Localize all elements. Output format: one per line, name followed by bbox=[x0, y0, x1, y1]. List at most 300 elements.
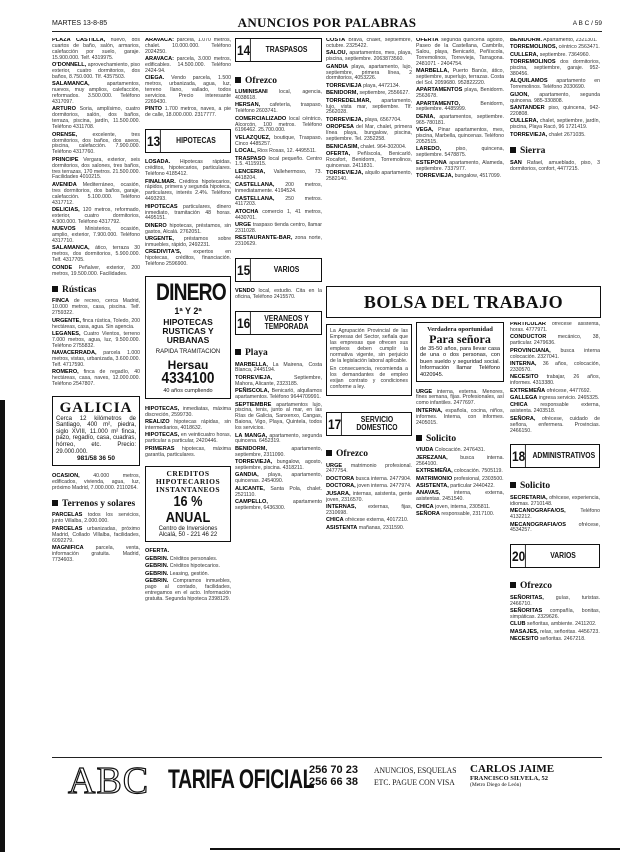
classified-ad bbox=[326, 38, 412, 50]
display-ad-notice bbox=[326, 324, 412, 396]
ad-text: española, cocina, niños, informes. Interna, con informes. 2405015. bbox=[416, 407, 504, 426]
classified-ad bbox=[52, 332, 140, 350]
ad-text: en veinticuatro horas, particular a particular, 2420446. bbox=[145, 432, 231, 445]
page-edge-bar bbox=[0, 400, 5, 852]
ad-text: ofrécese, 4534257. bbox=[510, 521, 600, 534]
classified-ad bbox=[145, 420, 231, 432]
ad-text: hipotecas, préstamos, sin gastos, Alcalá. 2762051. bbox=[145, 222, 231, 235]
ad-line: HIPOTECAS RUSTICAS Y URBANAS bbox=[162, 316, 214, 345]
classified-ad bbox=[326, 477, 412, 483]
ad-text: apartamentos, nuevos, muy amplios, calefacción, reformados. 3.500.000. Teléfono 4317097. bbox=[52, 81, 140, 106]
ad-text: Vendo parcela, 1.500 metros, urbanizada, agua, luz, terreno llano, vallado, todos servicios. Precio interesante 2269430. bbox=[145, 75, 231, 106]
ad-lead: OFERTA. bbox=[145, 548, 170, 555]
ad-lead: REALIZO bbox=[145, 419, 170, 425]
agency-street: FRANCISCO SILVELA, 52 bbox=[470, 775, 548, 782]
ad-text: mañanas, 2311590. bbox=[358, 524, 405, 531]
ad-lead: ASISTENTA bbox=[326, 524, 358, 531]
ad-lead: ARTURO bbox=[52, 106, 76, 113]
ad-lead: INTERNAS, bbox=[326, 504, 357, 510]
ad-text: préstamos sobre inmuebles, rápido, 2492231. bbox=[145, 236, 231, 249]
ad-lead: FINALMAR. bbox=[145, 178, 176, 185]
ad-text: Peñalver, exterior, 200 metros, 19.500.000. Facilidades. bbox=[52, 264, 140, 277]
ad-address: Alcalá, 50 - 221 46 22 bbox=[158, 531, 218, 538]
ad-text: ofrécese externa, 4017210. bbox=[345, 517, 409, 524]
ad-lead: ATOCHA bbox=[235, 208, 259, 215]
display-ad-oportunidad bbox=[416, 322, 504, 382]
ad-text: 120 metros, reformado, exterior, cuatro dormitorios, 4.900.000. Teléfono 4317792. bbox=[52, 206, 140, 225]
ad-text: urbanizadas, próximo Madrid, Collado Villalba, facilidades, 6092279. bbox=[52, 525, 140, 544]
ad-lead: OFERTA, bbox=[326, 150, 351, 157]
ad-body: Cerca 12 kilómetros de Santiago, 400 m², piedra, siglo XVIII, 11.000 m² finca, pazo, regadío, casa, cuadras, hórreo, etc. Precio: 29.000.000. bbox=[56, 415, 136, 455]
classified-ad bbox=[510, 362, 600, 374]
ad-lead: CASTELLANA, bbox=[235, 195, 275, 202]
classified-ad bbox=[235, 90, 322, 102]
ad-center: Centro de Inversiones bbox=[158, 525, 218, 532]
section-label: HIPOTECAS bbox=[176, 135, 216, 145]
ad-lead: SEÑORITAS bbox=[510, 608, 543, 615]
ad-lead: SANTANDER bbox=[510, 105, 545, 112]
ad-lead: LOCAL, bbox=[235, 148, 256, 155]
ad-lead: ARAVACA: bbox=[145, 56, 175, 63]
ad-text: apartamento, segunda quincena. 985-330808. bbox=[510, 91, 600, 104]
ad-lead: JEREZANA, bbox=[416, 454, 448, 461]
classified-ad bbox=[416, 477, 504, 483]
classified-ad bbox=[326, 125, 412, 143]
ad-lead: HERSAN, bbox=[235, 102, 261, 109]
section-label: VARIOS bbox=[550, 550, 576, 560]
classified-ad bbox=[416, 147, 504, 159]
ad-text: 36 años, colocación, 2330570. bbox=[510, 360, 600, 373]
ad-note: 40 años cumpliendo bbox=[163, 387, 213, 394]
ad-text: Créditos personales. bbox=[169, 555, 218, 562]
classified-ad bbox=[145, 549, 231, 555]
subsection-heading: Ofrezco bbox=[235, 76, 322, 86]
classified-ad bbox=[510, 161, 600, 173]
ad-lead: URGE bbox=[326, 462, 343, 469]
ad-text: segunda quincena agosto, Paseo de la Castellana, Cambrils, Salou, playa, Benicarló, Peñíscola, Torremolinos, Torrevieja, Tarragona. 2481071 - 2404754. bbox=[416, 38, 504, 67]
ad-lead: ROMERO, bbox=[52, 369, 79, 376]
classified-ad bbox=[145, 57, 231, 75]
ad-text: playa, apartamento, lujo, septiembre, primera línea, 2 dormitorios, 4053226. bbox=[326, 63, 412, 82]
classified-ad bbox=[52, 133, 140, 157]
classified-ad bbox=[326, 526, 412, 532]
ad-text: La Mairena, Costa Blanca, 2445194. bbox=[235, 361, 322, 374]
ad-text: apartamento, septiembre, 2311090. bbox=[235, 445, 322, 458]
classified-ad bbox=[145, 447, 231, 459]
ad-lead: SALAMANCA, bbox=[52, 81, 90, 88]
classified-ad bbox=[326, 505, 412, 517]
ad-lead: GALLEGA bbox=[510, 394, 538, 401]
classified-ad bbox=[416, 88, 504, 100]
ad-text: compañía, bonitas, simpáticas. 2329626. bbox=[510, 608, 600, 621]
classified-ad bbox=[510, 417, 600, 435]
ad-lead: ALICANTE, bbox=[235, 485, 265, 492]
section-label: VERANEOS Y TEMPORADA bbox=[264, 313, 309, 331]
ad-text: 250 metros. 4117203. bbox=[235, 195, 322, 208]
column-1 bbox=[52, 38, 140, 750]
classified-ad bbox=[235, 236, 322, 248]
ad-text: parcela 1.000 metros, vistas, urbanizada, 3.600.000. Telf. 4717590. bbox=[52, 350, 140, 368]
agency-metro: (Metro Diego de León) bbox=[470, 782, 522, 788]
ad-text: playa, 6567704. bbox=[364, 116, 402, 123]
section-number: 17 bbox=[328, 413, 342, 435]
ad-lead: CHICA bbox=[510, 402, 528, 409]
column-6-top bbox=[510, 38, 600, 282]
section-number: 18 bbox=[512, 445, 526, 467]
classified-ad bbox=[145, 224, 231, 236]
bottom-rule bbox=[210, 848, 620, 850]
ad-text: septiembre, 2556627. bbox=[359, 90, 410, 97]
classified-ad bbox=[326, 51, 412, 63]
ad-text: Hipotecas rápidas, créditos, hipotecarios, particulares. Teléfono 4185412. bbox=[145, 159, 231, 178]
ad-text: Cuatro Vientos, terreno 7.000 metros, agua, luz, 9.500.000. Teléfono 2755832. bbox=[52, 330, 140, 349]
classified-ad bbox=[235, 376, 322, 388]
classified-ad bbox=[235, 447, 322, 459]
classified-ad bbox=[52, 474, 140, 492]
ad-lead: LEGANES, bbox=[52, 330, 81, 337]
ad-text: Colocación. 2476431. bbox=[434, 447, 486, 454]
ad-text: Teléfono 4132212. bbox=[510, 508, 600, 521]
ad-lead: LOSADA. bbox=[145, 159, 171, 166]
classified-ad bbox=[510, 79, 600, 91]
ad-text: aprovechamiento, piso exterior, cuatro dormitorios, dos baños, 8.750.000. Tlf. 4357503. bbox=[52, 62, 140, 80]
ad-lead: EXTREMEÑA, bbox=[416, 468, 453, 475]
classified-ad bbox=[145, 407, 231, 419]
column-3 bbox=[235, 30, 322, 750]
ad-lead: O'DONNELL, bbox=[52, 62, 87, 69]
ad-text: septiembre. 7364960. bbox=[539, 51, 590, 58]
ad-text: guías, turistas. 2466710. bbox=[510, 594, 600, 607]
ad-text: interna, externa, asistentas. 2451540. bbox=[416, 490, 504, 503]
ad-text: busca interna. 2564100. bbox=[416, 454, 504, 467]
ad-lead: SALAMANCA, bbox=[52, 245, 90, 252]
ad-text: profesional, 2303500. bbox=[453, 475, 504, 482]
agency-name: CARLOS JAIME bbox=[470, 763, 555, 775]
classified-ad bbox=[52, 266, 140, 278]
section-number: 14 bbox=[237, 39, 251, 61]
ad-text: particulares, dinero inmediato, tramitación 48 horas. 4495151. bbox=[145, 203, 231, 222]
ad-lead: VEGA, bbox=[416, 127, 434, 134]
classified-ad bbox=[510, 45, 600, 51]
classified-ad bbox=[416, 409, 504, 427]
column-4-top bbox=[326, 38, 412, 282]
ad-text: céntrico 2563471. bbox=[558, 44, 600, 51]
ad-lead: DOCTORA bbox=[326, 475, 355, 482]
classified-ad bbox=[145, 557, 231, 563]
ad-lead: VELAZQUEZ, bbox=[235, 134, 271, 141]
classified-ad bbox=[52, 527, 140, 545]
ad-text: Compramos inmuebles, pago al contado, facilidades, entregamos en el acto. Información gratuita. Segunda hipoteca 2398129. bbox=[145, 578, 231, 602]
ad-text: alquilo apartamento, 2582140. bbox=[326, 170, 412, 183]
visa-line-2: ETC. PAGUE CON VISA bbox=[374, 777, 455, 787]
ad-lead: OFERTA bbox=[416, 38, 439, 43]
column-4-bottom bbox=[326, 322, 412, 750]
classified-ad bbox=[416, 69, 504, 87]
ad-lead: PLAZA CASTILLA, bbox=[52, 38, 106, 43]
ad-lead: URGE bbox=[235, 222, 252, 229]
ad-lead: GEBRIN. bbox=[145, 563, 169, 570]
classified-ad bbox=[52, 227, 140, 245]
ad-phone: 981/58 36 50 bbox=[77, 455, 115, 463]
classified-ad bbox=[416, 390, 504, 408]
classified-ad bbox=[145, 579, 231, 603]
ad-lead: NECESITO bbox=[510, 636, 539, 643]
classified-ad bbox=[235, 197, 322, 209]
ad-text: matrimonio profesional. 2477754. bbox=[326, 462, 412, 475]
ad-text: ofrécese, cuidado de señora, enfermera. Provincias. 2466150. bbox=[510, 415, 600, 434]
ad-text: externas, fijas, 2310698. bbox=[326, 504, 412, 516]
classified-ad bbox=[235, 403, 322, 433]
ad-text: apartamento, segunda quincena. 6452319. bbox=[235, 432, 322, 445]
ad-lead: TORREVIEJA, bbox=[510, 131, 548, 138]
ad-text: Peñíscola, Benicarló, Rocafort, Benidorm, Torremolinos, quincenas. 2411831. bbox=[326, 150, 412, 169]
subsection-heading: Sierra bbox=[510, 146, 600, 156]
ad-lead: DINERO bbox=[145, 222, 167, 229]
ad-text: joven interna. 2477974. bbox=[357, 483, 412, 490]
classified-ad bbox=[416, 174, 504, 180]
ad-lead: BENIDORM. bbox=[510, 38, 543, 43]
classified-ad bbox=[510, 389, 600, 395]
column-5-top bbox=[416, 38, 504, 282]
ad-text: piso, quincena, septiembre. 5478875. bbox=[416, 146, 504, 159]
ad-lead: DELICIAS, bbox=[52, 206, 80, 213]
section-number: 20 bbox=[512, 545, 526, 567]
ad-text: traspaso tienda centro, llamar 2311028. bbox=[235, 222, 322, 235]
ad-lead: VIUDA bbox=[416, 447, 434, 454]
ad-lead: INTERNA, bbox=[510, 360, 537, 367]
ad-lead: URGENTE, bbox=[145, 236, 174, 243]
ad-lead: SAN bbox=[510, 159, 522, 166]
classified-ad bbox=[145, 180, 231, 204]
ad-text: apartamentos lujo, piscina, tenis, junto al mar, en las Rías de Galicia, Sanxenxo, Cangas, Baiona, Vigo, Playa, Quintela, todos los servicios. bbox=[235, 401, 322, 432]
ad-lead: TORREVIEJA, bbox=[326, 116, 364, 123]
section-header bbox=[235, 258, 322, 282]
ad-text: mecánico, 38, particular. 2479636. bbox=[510, 334, 600, 347]
classified-ad bbox=[510, 496, 600, 508]
ad-lead: LAREDO, bbox=[416, 146, 442, 153]
classified-ad bbox=[52, 82, 140, 106]
ad-lead: PROVINCIANA, bbox=[510, 347, 551, 354]
ad-lead: HIPOTECAS bbox=[145, 203, 178, 210]
ad-text: finca de regadío, 40 hectáreas, casa, naves, 12.000.000. Teléfono 2547807. bbox=[52, 369, 140, 388]
ad-lead: MAGNIFICA bbox=[52, 544, 84, 551]
ad-text: Créditos hipotecarios, rápidos, primera y segunda hipoteca, particulares, interés 2.4%. Teléfono 4493293. bbox=[145, 178, 231, 203]
ad-text: Apartamento, 2321301. bbox=[543, 38, 598, 43]
classified-ad bbox=[235, 117, 322, 135]
ad-text: ingresa servicio. 2465325. bbox=[538, 394, 600, 401]
classified-ad bbox=[235, 157, 322, 169]
ad-text: Pinar apartamentos, mes, piscina, Marbella, quincenas. Teléfono 2052515. bbox=[416, 127, 504, 145]
subsection-heading: Rústicas bbox=[52, 285, 140, 295]
column-6-bottom bbox=[510, 322, 600, 750]
ad-lead: ASISTENTA, bbox=[416, 483, 449, 489]
ad-text: local pequeño. Centro 1.5. 4115915. bbox=[235, 155, 322, 168]
ad-text: ofrécese, experiencia, idiomas. 2710148. bbox=[510, 494, 600, 507]
ad-text: playa, Benidorm. 2563678. bbox=[416, 87, 504, 100]
ad-lead: OROPESA bbox=[326, 124, 354, 131]
ad-text: local, agencia, 4038618. bbox=[235, 89, 322, 101]
classified-ad bbox=[235, 363, 322, 375]
ad-lead: TORREVIEJA, bbox=[235, 374, 273, 381]
section-header bbox=[235, 38, 322, 62]
classified-ad bbox=[145, 160, 231, 178]
classified-ad bbox=[235, 434, 322, 446]
ad-lead: TORREVIEJA, bbox=[326, 170, 364, 177]
ad-lead: MARBELLA, bbox=[416, 68, 449, 75]
ad-lead: PINTO bbox=[145, 106, 162, 113]
ad-lead: MECANOGRAFIA/OS bbox=[510, 521, 566, 528]
ad-text: de recreo, cerca Madrid, 10.000 metros, casa, piscina. Telf. 2759322. bbox=[52, 298, 140, 317]
classified-ad bbox=[326, 484, 412, 490]
ad-text: playa, 4472134. bbox=[363, 82, 401, 89]
classified-ad bbox=[145, 237, 231, 249]
ad-lead: MECANOGRAFA/OS, bbox=[510, 508, 566, 515]
classified-ad bbox=[52, 246, 140, 264]
classified-ad bbox=[510, 60, 600, 78]
ad-text: trabajar, 26 años, informes. 4313380. bbox=[510, 374, 600, 387]
ad-text: excelente, tres dormitorios, dos baños, dos aseos, piscina, calefacción. 7.900.000. Teléfono 4317760. bbox=[52, 131, 140, 156]
notice-text: La Agrupación Provincial de las Empresas del Sector, señala que las empresas que ofrecen sus empleos deben cumplir la normativa vigente, sin perjuicio de la legislación laboral aplicable. bbox=[330, 328, 408, 364]
ad-text: apartamento en Torremolinos. Teléfono 2030690. bbox=[510, 78, 600, 91]
section-header bbox=[145, 129, 231, 153]
ad-text: ofrécese asistenta, horas. 4777971. bbox=[510, 322, 600, 333]
classified-ad bbox=[235, 223, 322, 235]
ad-text: zona norte, 2310629. bbox=[235, 235, 322, 248]
subsection-heading: Playa bbox=[235, 348, 322, 358]
ad-lead: PEÑISCOLA, bbox=[235, 388, 270, 395]
section-label: VARIOS bbox=[273, 264, 300, 274]
ad-lead: TORREVIEJA bbox=[326, 82, 362, 89]
ad-brand: Hersau bbox=[167, 357, 209, 372]
subsection-heading: Ofrezco bbox=[510, 581, 600, 591]
ad-phone: 4334100 bbox=[161, 369, 215, 387]
ad-text: responsable externa, asistenta. 2403518. bbox=[510, 402, 600, 415]
subsection-heading: Terrenos y solares bbox=[52, 499, 140, 509]
classified-ad bbox=[510, 396, 600, 402]
ad-lead: URGE bbox=[416, 388, 433, 395]
ad-title: CREDITOS HIPOTECARIOS INSTANTANEOS bbox=[155, 468, 221, 494]
subsection-heading: Ofrezco bbox=[326, 449, 412, 459]
classified-ad bbox=[235, 389, 322, 401]
ad-lead: LENCERIA, bbox=[235, 168, 266, 175]
ad-text: señoritas, ambiente. 2411202. bbox=[527, 621, 597, 628]
ad-lead: PARTICULAR bbox=[510, 322, 546, 327]
ad-text: Rafael, amueblado, piso, 3 dormitorios, confort, 4477215. bbox=[510, 159, 600, 172]
ad-text: del Mar, chalet, primera línea playa, bungalow, piscina, septiembre. Tel. 2352258. bbox=[326, 124, 412, 143]
ad-lead: SEÑORA, bbox=[510, 415, 536, 422]
ad-text: ático, terraza 30 metros, dos dormitorios, 5.900.000. Telf. 4317705. bbox=[52, 245, 140, 264]
ad-text: particular 2440422. bbox=[450, 483, 495, 489]
ad-rate: 16 % ANUAL bbox=[165, 492, 211, 526]
ad-text: chalet 2671035. bbox=[548, 131, 586, 138]
ad-text: nuevo, dos cuartos de baño, salón, armarios, calefacción por suelo, garaje. 15.900.000. Telf. 4319975. bbox=[52, 38, 140, 61]
classified-ad bbox=[235, 473, 322, 485]
ad-lead: BENICASIM, bbox=[326, 143, 359, 150]
section-number: 15 bbox=[237, 259, 251, 281]
abc-tarifa-banner bbox=[52, 757, 602, 803]
page-number: A B C / 59 bbox=[572, 20, 602, 27]
classified-ad bbox=[145, 433, 231, 445]
section-label: ADMINISTRATIVOS bbox=[532, 450, 596, 460]
ad-title: DINERO bbox=[156, 278, 226, 306]
classified-ad bbox=[52, 38, 140, 62]
subsection-heading: Solicito bbox=[416, 434, 504, 444]
ad-title: Verdadera oportunidad bbox=[427, 326, 493, 333]
ad-lead: MASAJES, bbox=[510, 628, 539, 635]
classified-ad bbox=[416, 448, 504, 454]
ad-lead: SALOU, bbox=[326, 50, 348, 57]
ad-lead: CULLERA, bbox=[510, 118, 539, 125]
ad-lead: CULLERA, bbox=[510, 51, 539, 58]
classified-ad bbox=[52, 513, 140, 525]
classified-ad bbox=[52, 158, 140, 182]
classified-ad bbox=[235, 136, 322, 148]
ad-text: colocación. 7505119. bbox=[454, 468, 503, 475]
ad-text: comercio 1, 41 metros, 4430701. bbox=[235, 208, 322, 221]
classified-ad bbox=[235, 149, 322, 155]
classified-ad bbox=[52, 208, 140, 226]
classified-ad bbox=[235, 500, 322, 512]
ad-text: chalet, septiembre, jardín, piscina, Playa Racó, 96 1721419. bbox=[510, 118, 600, 131]
classified-ad bbox=[145, 564, 231, 570]
classified-ad bbox=[510, 119, 600, 131]
section-header bbox=[326, 412, 412, 436]
classified-ad bbox=[326, 118, 412, 124]
ad-lead: APARTAMENTOS bbox=[416, 87, 463, 94]
classified-ad bbox=[416, 115, 504, 127]
classified-ad bbox=[326, 91, 412, 97]
section-number: 16 bbox=[237, 312, 251, 334]
visa-line-1: ANUNCIOS, ESQUELAS bbox=[374, 765, 457, 775]
section-label: TRASPASOS bbox=[265, 45, 308, 54]
ad-lead: DENIA, bbox=[416, 113, 435, 120]
classified-ad bbox=[416, 38, 504, 68]
classified-ad bbox=[326, 518, 412, 524]
ad-lead: GEBRIN. bbox=[145, 555, 169, 562]
ad-lead: GANDIA, bbox=[235, 472, 259, 479]
ad-lead: LA MANGA, bbox=[235, 432, 268, 439]
classified-ad bbox=[416, 161, 504, 173]
ad-text: apartamentos, mes, playa, piscina, septiembre. 2063873560. bbox=[326, 50, 412, 63]
ad-lead: TORREVIEJA, bbox=[416, 173, 454, 180]
classified-ad bbox=[510, 403, 600, 415]
phone-2: 256 66 38 bbox=[309, 776, 358, 788]
ad-body: de 35-50 años, para llevar casa de una o dos personas, con buen sueldo y seguridad social. Información llamar Teléfono 4020945. bbox=[420, 346, 500, 378]
ad-line: RAPIDA TRAMITACION bbox=[155, 348, 221, 355]
ad-lead: BENIDORM, bbox=[326, 90, 359, 97]
ad-text: Brava, chalet, septiembre, octubre. 2325422. bbox=[326, 38, 412, 49]
classified-ad bbox=[235, 487, 322, 499]
ad-text: joven, interna, 2305811. bbox=[435, 503, 491, 510]
ad-text: boutique, Traspaso, Cinco 4485257. bbox=[235, 134, 322, 147]
classified-ad bbox=[52, 370, 140, 388]
notice-note: En consecuencia, recomienda a los demandantes de empleo exijan contrato y condiciones conforme a ley. bbox=[330, 366, 408, 391]
ad-text: apartamento, lujo, vista mar, septiembre. Tlf. 2562028. bbox=[326, 97, 412, 116]
ad-lead: ORENSE, bbox=[52, 131, 78, 138]
ad-text: Mediterráneo, ocasión, tres dormitorios, dos baños, garaje, calefacción. 5.100.000. Teléfono 4317712. bbox=[52, 181, 140, 206]
classified-ad bbox=[416, 128, 504, 146]
ad-text: internas, asistenta, gente joven, 2316570. bbox=[326, 490, 412, 503]
classified-ad bbox=[510, 375, 600, 387]
ad-text: Soria, amplísimo, cuatro dormitorios, salón, dos baños, terraza, piscina, jardín, 11.500.000. Teléfono 4311708. bbox=[52, 106, 140, 131]
classified-ad bbox=[326, 99, 412, 117]
ad-text: responsable, 2317100. bbox=[441, 511, 495, 518]
ad-lead: HIPOTECAS, bbox=[145, 405, 180, 412]
ad-text: apartamento, Alameda, septiembre. 7337977. bbox=[416, 159, 504, 172]
ad-lead: SEÑORITAS, bbox=[510, 594, 544, 601]
section-number: 13 bbox=[147, 130, 161, 152]
classified-ad bbox=[235, 183, 322, 195]
